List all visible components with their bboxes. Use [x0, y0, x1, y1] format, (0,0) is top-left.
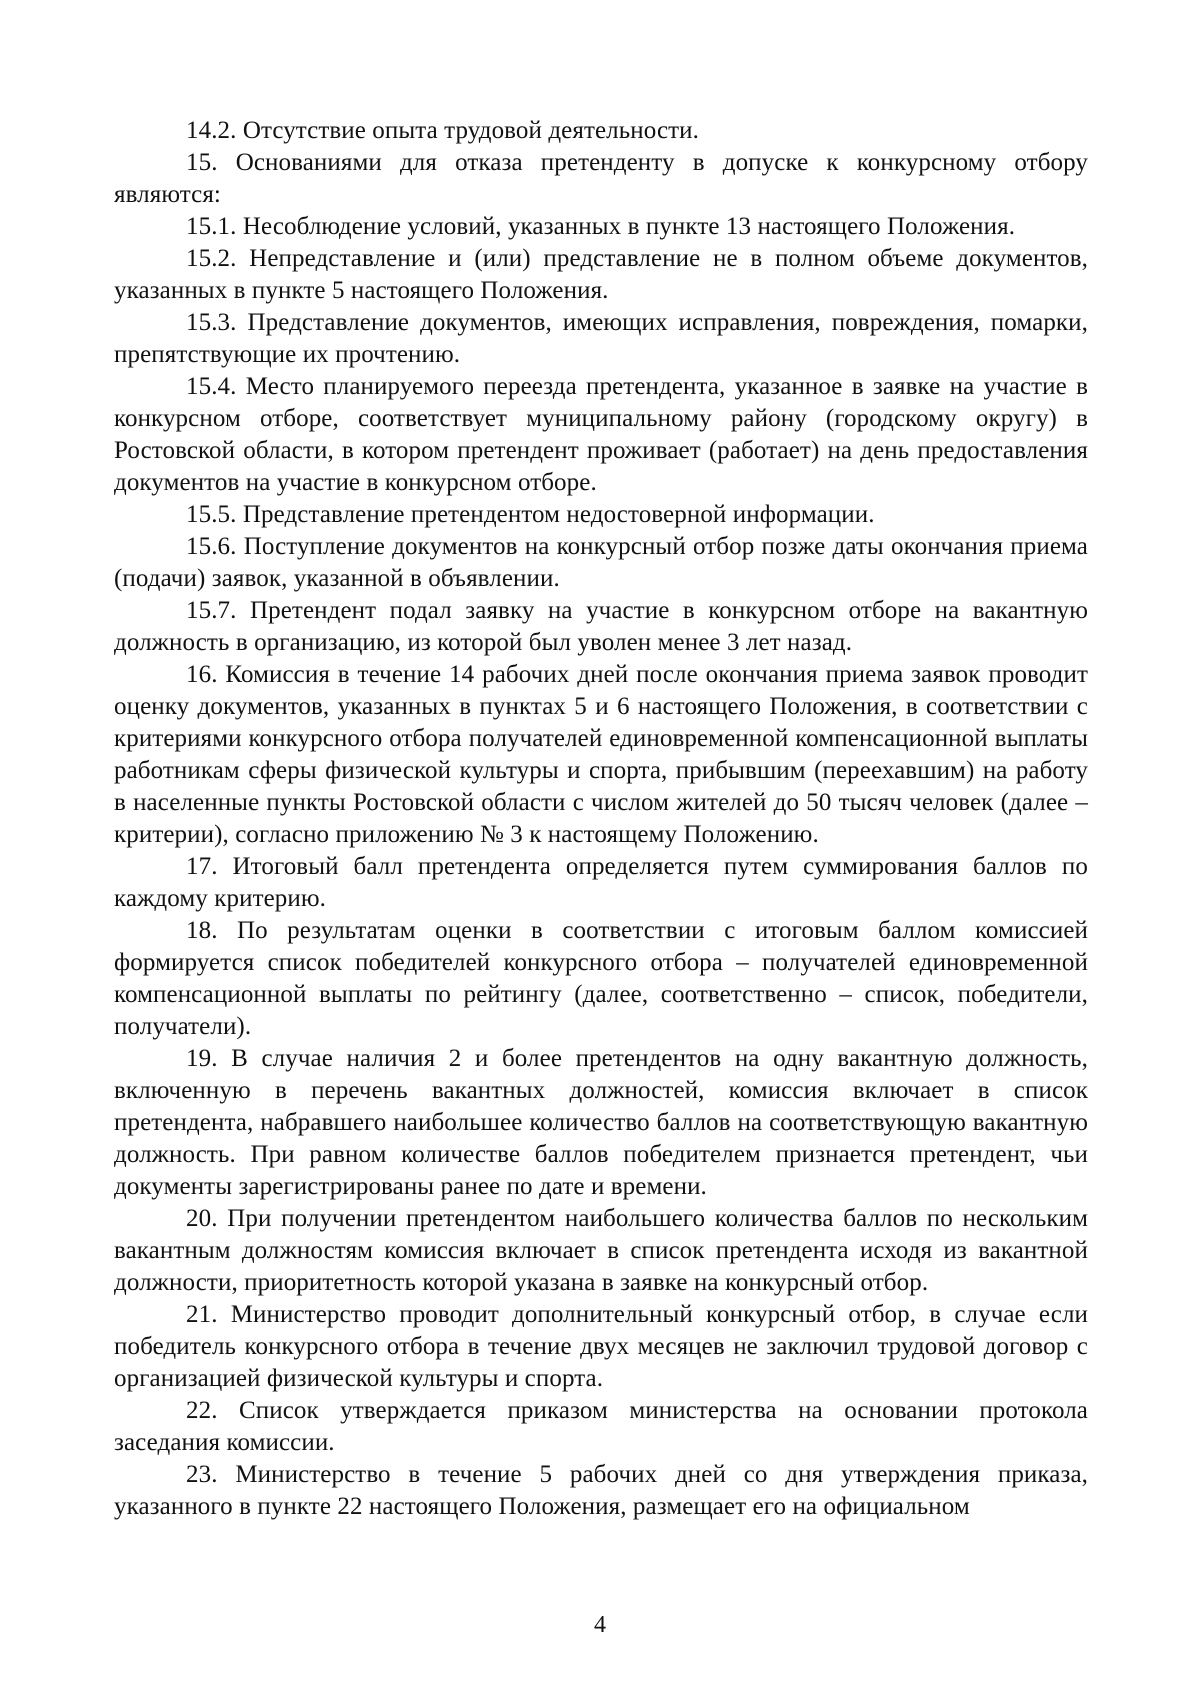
paragraph-19: 19. В случае наличия 2 и более претендентов на одну вакантную должность, включенную в перечень вакантных должностей, комиссия включает в список претендента, набравшего наибольшее количество баллов на соответствующую вакантную должность. При равном количестве баллов победителем признается претендент, чьи документы зарегистрированы ранее по дате и времени. — [114, 1045, 1088, 1200]
paragraph-20: 20. При получении претендентом наибольшего количества баллов по нескольким вакантным должностям комиссия включает в список претендента исходя из вакантной должности, приоритетность которой указана в заявке на конкурсный отбор. — [114, 1205, 1088, 1296]
page-number: 4 — [594, 1612, 606, 1638]
paragraph-16: 16. Комиссия в течение 14 рабочих дней после окончания приема заявок проводит оценку документов, указанных в пунктах 5 и 6 настоящего Положения, в соответствии с критериями конкурсного отбора получателей единовременной компенсационной выплаты работникам сферы физической культуры и спорта, прибывшим (переехавшим) на работу в населенные пункты Ростовской области с числом жителей до 50 тысяч человек (далее – критерии), согласно приложению № 3 к настоящему Положению. — [114, 661, 1088, 848]
paragraph-14-2: 14.2. Отсутствие опыта трудовой деятельности. — [186, 117, 700, 144]
paragraph-15-2: 15.2. Непредставление и (или) представление не в полном объеме документов, указанных в пункте 5 настоящего Положения. — [114, 245, 1088, 304]
paragraph-15-5: 15.5. Представление претендентом недостоверной информации. — [186, 501, 875, 528]
paragraph-15-4: 15.4. Место планируемого переезда претендента, указанное в заявке на участие в конкурсном отборе, соответствует муниципальному району (городскому округу) в Ростовской области, в котором претендент проживает (работает) на день предоставления документов на участие в конкурсном отборе. — [114, 373, 1088, 496]
document-body — [114, 115, 1088, 1523]
paragraph-15-3: 15.3. Представление документов, имеющих исправления, повреждения, помарки, препятствующие их прочтению. — [114, 309, 1088, 368]
paragraph-18: 18. По результатам оценки в соответствии с итоговым баллом комиссией формируется список победителей конкурсного отбора – получателей единовременной компенсационной выплаты по рейтингу (далее, соответственно – список, победители, получатели). — [114, 917, 1088, 1040]
paragraph-22: 22. Список утверждается приказом министерства на основании протокола заседания комиссии. — [114, 1397, 1088, 1456]
paragraph-21: 21. Министерство проводит дополнительный конкурсный отбор, в случае если победитель конкурсного отбора в течение двух месяцев не заключил трудовой договор с организацией физической культуры и спорта. — [114, 1301, 1088, 1392]
paragraph-15: 15. Основаниями для отказа претенденту в допуске к конкурсному отбору являются: — [114, 149, 1088, 208]
paragraph-15-1: 15.1. Несоблюдение условий, указанных в пункте 13 настоящего Положения. — [186, 213, 1016, 240]
paragraph-23: 23. Министерство в течение 5 рабочих дней со дня утверждения приказа, указанного в пункте 22 настоящего Положения, размещает его на официальном — [114, 1461, 1088, 1520]
paragraph-15-7: 15.7. Претендент подал заявку на участие в конкурсном отборе на вакантную должность в организацию, из которой был уволен менее 3 лет назад. — [114, 597, 1088, 656]
paragraph-17: 17. Итоговый балл претендента определяется путем суммирования баллов по каждому критерию. — [114, 853, 1088, 912]
paragraph-15-6: 15.6. Поступление документов на конкурсный отбор позже даты окончания приема (подачи) заявок, указанной в объявлении. — [114, 533, 1088, 592]
